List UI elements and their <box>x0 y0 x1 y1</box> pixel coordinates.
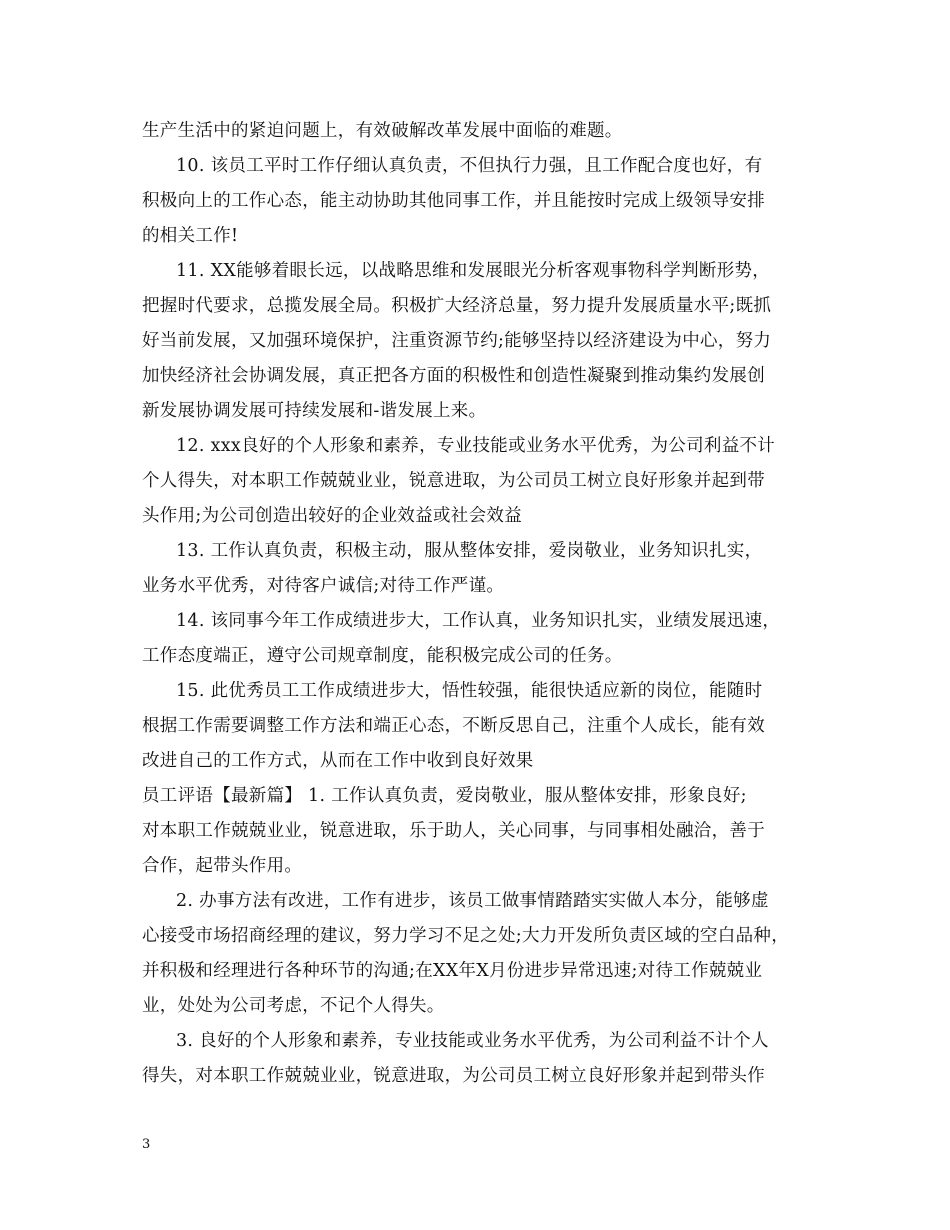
text-line: 心接受市场招商经理的建议，努力学习不足之处;大力开发所负责区域的空白品种， <box>142 926 789 946</box>
text-line: 合作，起带头作用。 <box>142 856 303 876</box>
text-line: 3. 良好的个人形象和素养，专业技能或业务水平优秀，为公司利益不计个人 <box>176 1031 769 1051</box>
text-line: 生产生活中的紧迫问题上，有效破解改革发展中面临的难题。 <box>142 121 623 141</box>
text-line: 13. 工作认真负责，积极主动，服从整体安排，爱岗敬业，业务知识扎实， <box>176 541 763 561</box>
text-line: 并积极和经理进行各种环节的沟通;在XX年X月份进步异常迅速;对待工作兢兢业 <box>142 961 763 981</box>
text-line: 好当前发展，又加强环境保护，注重资源节约;能够坚持以经济建设为中心，努力 <box>142 331 772 351</box>
text-line: 业务水平优秀，对待客户诚信;对待工作严谨。 <box>142 576 505 596</box>
text-line: 积极向上的工作心态，能主动协助其他同事工作，并且能按时完成上级领导安排 <box>142 191 765 211</box>
text-line: 11. XX能够着眼长远，以战略思维和发展眼光分析客观事物科学判断形势， <box>176 261 771 281</box>
text-line: 的相关工作! <box>142 226 239 246</box>
text-line: 把握时代要求，总揽发展全局。积极扩大经济总量，努力提升发展质量水平;既抓 <box>142 296 772 316</box>
page-number: 3 <box>142 1137 151 1152</box>
text-line: 得失，对本职工作兢兢业业，锐意进取，为公司员工树立良好形象并起到带头作 <box>142 1066 765 1086</box>
text-line: 2. 办事方法有改进，工作有进步，该员工做事情踏踏实实做人本分，能够虚 <box>176 891 769 911</box>
text-line: 个人得失，对本职工作兢兢业业，锐意进取，为公司员工树立良好形象并起到带 <box>142 471 765 491</box>
section-heading-line: 员工评语【最新篇】 1. 工作认真负责，爱岗敬业，服从整体安排，形象良好; <box>142 786 747 806</box>
text-line: 业，处处为公司考虑，不记个人得失。 <box>142 996 445 1016</box>
text-line: 12. xxx良好的个人形象和素养，专业技能或业务水平优秀，为公司利益不计 <box>176 436 776 456</box>
text-line: 10. 该员工平时工作仔细认真负责，不但执行力强，且工作配合度也好，有 <box>176 156 763 176</box>
text-line: 对本职工作兢兢业业，锐意进取，乐于助人，关心同事，与同事相处融洽，善于 <box>142 821 765 841</box>
text-line: 根据工作需要调整工作方法和端正心态，不断反思自己，注重个人成长，能有效 <box>142 716 765 736</box>
text-line: 15. 此优秀员工工作成绩进步大，悟性较强，能很快适应新的岗位，能随时 <box>176 681 763 701</box>
text-line: 14. 该同事今年工作成绩进步大，工作认真，业务知识扎实，业绩发展迅速， <box>176 611 781 631</box>
text-line: 改进自己的工作方式，从而在工作中收到良好效果 <box>142 751 534 771</box>
text-line: 新发展协调发展可持续发展和-谐发展上来。 <box>142 401 487 421</box>
document-body <box>142 114 814 1094</box>
text-line: 头作用;为公司创造出较好的企业效益或社会效益 <box>142 506 522 526</box>
text-line: 加快经济社会协调发展，真正把各方面的积极性和创造性凝聚到推动集约发展创 <box>142 366 765 386</box>
text-line: 工作态度端正，遵守公司规章制度，能积极完成公司的任务。 <box>142 646 623 666</box>
